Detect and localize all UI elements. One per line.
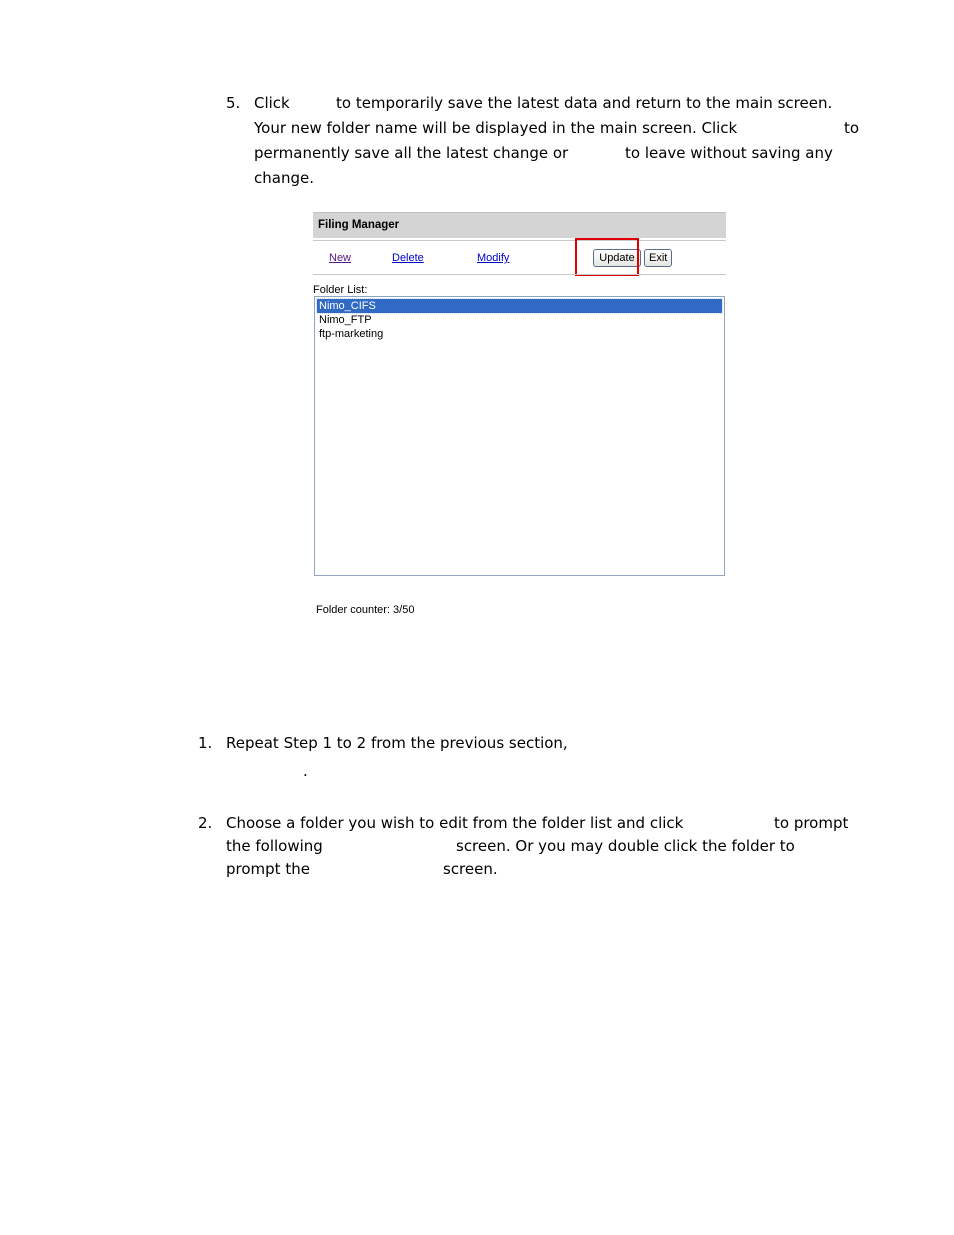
step-number: 5.	[226, 94, 241, 112]
folder-list-item[interactable]: Nimo_FTP	[319, 314, 372, 326]
step-text: to	[844, 119, 860, 137]
step-number: 1.	[198, 734, 213, 752]
filing-manager-screenshot	[313, 212, 726, 622]
folder-counter: Folder counter: 3/50	[316, 604, 415, 616]
step-text: Repeat Step 1 to 2 from the previous section,	[226, 734, 568, 752]
step-text: Click	[254, 94, 290, 112]
step-text: .	[303, 762, 308, 780]
step-text: screen.	[443, 860, 498, 878]
delete-link[interactable]: Delete	[392, 252, 424, 264]
folder-list-label: Folder List:	[313, 284, 368, 296]
step-text: change.	[254, 169, 314, 187]
step-text: Your new folder name will be displayed in the main screen. Click	[254, 119, 738, 137]
step-text: to leave without saving any	[625, 144, 833, 162]
modify-link[interactable]: Modify	[477, 252, 510, 264]
new-link[interactable]: New	[329, 252, 352, 264]
step-text: screen. Or you may double click the folder to	[456, 837, 795, 855]
folder-list[interactable]	[314, 296, 725, 576]
step-text: the following	[226, 837, 323, 855]
step-text: Choose a folder you wish to edit from the folder list and click	[226, 814, 684, 832]
step-text: to temporarily save the latest data and return to the main screen.	[336, 94, 833, 112]
step-text: prompt the	[226, 860, 310, 878]
folder-list-item[interactable]: Nimo_CIFS	[317, 299, 722, 313]
filing-manager-title-bar	[313, 212, 726, 238]
exit-button[interactable]: Exit	[644, 249, 672, 267]
folder-list-item[interactable]: ftp-marketing	[319, 328, 384, 340]
step-text: permanently save all the latest change or	[254, 144, 569, 162]
divider	[313, 240, 726, 241]
filing-manager-title: Filing Manager	[318, 219, 400, 231]
step-text: to prompt	[774, 814, 849, 832]
update-highlight-box	[575, 238, 639, 276]
step-number: 2.	[198, 814, 213, 832]
divider	[313, 274, 726, 275]
update-button[interactable]: Update	[593, 249, 641, 267]
